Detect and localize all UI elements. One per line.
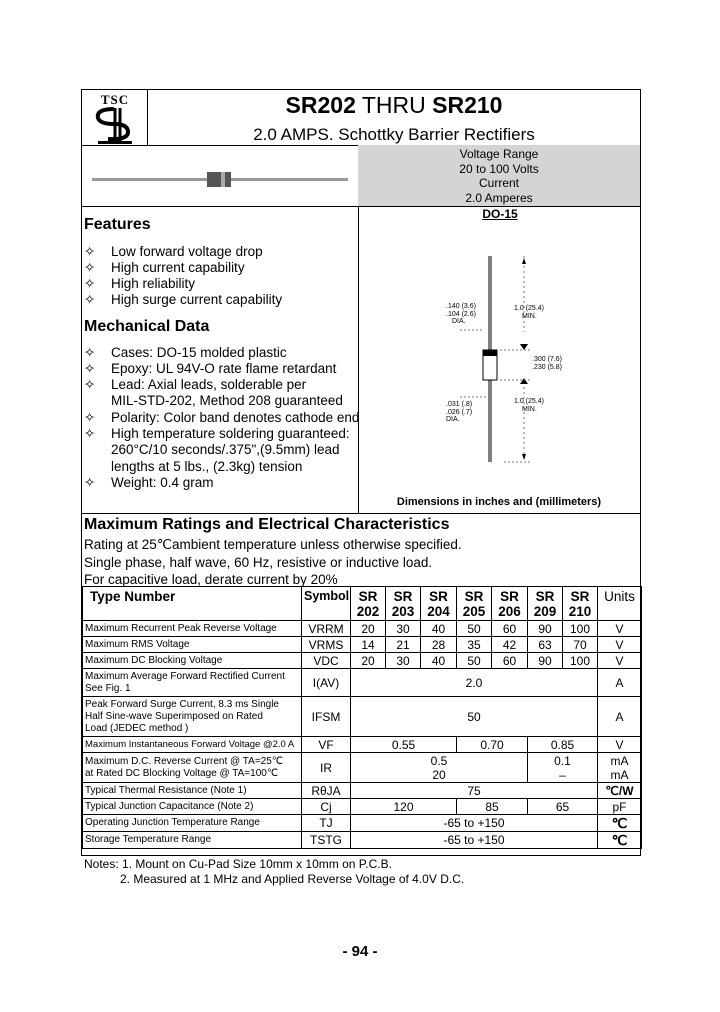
bullet-icon: ✧ — [84, 361, 96, 376]
mechanical-text: Lead: Axial leads, solderable per — [111, 377, 307, 392]
logo-text: TSC — [100, 92, 130, 107]
param-line: at Rated DC Blocking Voltage @ TA=100℃ — [85, 767, 279, 779]
note-2: 2. Measured at 1 MHz and Applied Reverse Voltage of 4.0V D.C. — [120, 872, 465, 886]
bullet-icon: ✧ — [84, 345, 96, 360]
part-number: 206 — [498, 603, 521, 619]
feature-text: High surge current capability — [111, 292, 283, 307]
cell-value: 75 — [351, 783, 598, 799]
dim-lead-length-bottom — [514, 398, 544, 414]
bullet-icon: ✧ — [84, 426, 96, 441]
table-row — [83, 815, 642, 832]
mechanical-text: MIL-STD-202, Method 208 guaranteed — [111, 393, 343, 408]
header-units: Units — [598, 587, 642, 621]
feature-item — [84, 292, 282, 308]
title-part1: SR202 — [285, 92, 356, 118]
table-row — [83, 753, 642, 783]
param-name: Maximum Instantaneous Forward Voltage @2.0 A — [83, 737, 302, 753]
feature-item — [84, 260, 245, 276]
cell-unit: pF — [598, 799, 642, 815]
part-number: 209 — [533, 603, 557, 619]
param-symbol: Cj — [302, 799, 351, 815]
mechanical-text: Weight: 0.4 gram — [111, 475, 214, 490]
bullet-icon: ✧ — [84, 475, 96, 490]
cell-value: 50 — [457, 621, 492, 637]
param-line: Peak Forward Surge Current, 8.3 ms Single — [85, 698, 279, 710]
diode-image — [90, 165, 350, 195]
table-row — [83, 669, 642, 697]
cell-value — [528, 753, 598, 783]
header-part — [351, 587, 386, 621]
table-row — [83, 799, 642, 815]
table-row — [83, 832, 642, 849]
rating-note: Rating at 25℃ambient temperature unless otherwise specified. — [84, 537, 462, 552]
bullet-icon: ✧ — [84, 410, 96, 425]
table-row — [83, 697, 642, 737]
value-line: 20 — [432, 767, 446, 782]
cell-unit: ℃ — [598, 832, 642, 849]
cell-unit: V — [598, 637, 642, 653]
table-row — [83, 637, 642, 653]
param-line: Maximum Average Forward Rectified Current — [85, 670, 285, 682]
title-part2: SR210 — [432, 92, 503, 118]
feature-text: Low forward voltage drop — [111, 244, 263, 259]
voltage-range-value: 20 to 100 Volts — [459, 161, 539, 176]
mechanical-item — [84, 361, 336, 377]
part-prefix: SR — [500, 588, 519, 604]
dim-text: .300 (7.6) — [532, 356, 562, 363]
cell-value: 100 — [563, 653, 598, 669]
note-1: Notes: 1. Mount on Cu-Pad Size 10mm x 10mm on P.C.B. — [84, 857, 392, 871]
cell-value: 60 — [492, 653, 528, 669]
current-label: Current — [478, 176, 519, 190]
package-outline-drawing — [400, 222, 570, 472]
param-name: Typical Junction Capacitance (Note 2) — [83, 799, 302, 815]
mechanical-text: 260°C/10 seconds/.375",(9.5mm) lead — [111, 442, 340, 457]
part-number: 204 — [427, 603, 450, 619]
cell-value: 28 — [421, 637, 457, 653]
cell-unit: A — [598, 669, 642, 697]
ratings-heading: Maximum Ratings and Electrical Characteristics — [84, 516, 450, 533]
cell-value: 40 — [421, 621, 457, 637]
table-row — [83, 653, 642, 669]
cell-value: 50 — [457, 653, 492, 669]
cell-value: 63 — [528, 637, 563, 653]
dim-lead-length-top — [514, 305, 544, 321]
cell-value: 42 — [492, 637, 528, 653]
part-number: 203 — [391, 603, 415, 619]
divider — [82, 206, 640, 207]
header-part — [528, 587, 563, 621]
feature-item — [84, 244, 263, 260]
header-part — [421, 587, 457, 621]
feature-text: High reliability — [111, 276, 196, 291]
cell-value: 30 — [386, 621, 421, 637]
ratings-table — [82, 586, 642, 849]
mechanical-item — [84, 377, 306, 393]
cell-value: 70 — [563, 637, 598, 653]
divider — [82, 513, 640, 514]
param-symbol: VDC — [302, 653, 351, 669]
voltage-range-label: Voltage Range — [459, 147, 539, 161]
header-type-number: Type Number — [83, 587, 302, 621]
param-symbol: VRRM — [302, 621, 351, 637]
table-row — [83, 621, 642, 637]
param-name: Operating Junction Temperature Range — [83, 815, 302, 832]
dimensions-caption: Dimensions in inches and (millimeters) — [396, 496, 602, 508]
package-name: DO-15 — [482, 207, 518, 221]
cell-value: 20 — [351, 653, 386, 669]
cell-unit — [598, 753, 642, 783]
part-number: 210 — [568, 603, 592, 619]
title-thru: THRU — [361, 92, 426, 118]
cell-unit: ℃/W — [598, 783, 642, 799]
param-symbol: I(AV) — [302, 669, 351, 697]
dim-text: .031 (.8) — [446, 401, 473, 408]
features-heading: Features — [84, 216, 151, 233]
feature-text: High current capability — [111, 260, 245, 275]
part-prefix: SR — [429, 588, 448, 604]
cell-value: 2.0 — [351, 669, 598, 697]
param-symbol: RθJA — [302, 783, 351, 799]
cell-unit: V — [598, 737, 642, 753]
header-part — [563, 587, 598, 621]
part-prefix: SR — [464, 588, 484, 604]
cell-value: 65 — [528, 799, 598, 815]
bullet-icon: ✧ — [84, 260, 96, 275]
page-subtitle: 2.0 AMPS. Schottky Barrier Rectifiers — [253, 125, 535, 144]
part-prefix: SR — [535, 588, 555, 604]
table-row — [83, 783, 642, 799]
bullet-icon: ✧ — [84, 377, 96, 392]
cell-value: 30 — [386, 653, 421, 669]
cell-value: 14 — [351, 637, 386, 653]
dim-text: .230 (5.8) — [532, 364, 562, 371]
cell-value: -65 to +150 — [351, 832, 598, 849]
bullet-icon: ✧ — [84, 292, 96, 307]
cell-value: 20 — [351, 621, 386, 637]
feature-item — [84, 276, 195, 292]
cell-value: -65 to +150 — [351, 815, 598, 832]
param-name — [83, 669, 302, 697]
mechanical-text: lengths at 5 lbs., (2.3kg) tension — [111, 459, 303, 474]
dim-text: .104 (2.6) — [446, 310, 476, 318]
cell-unit: ℃ — [598, 815, 642, 832]
part-prefix: SR — [570, 588, 590, 604]
unit-line: mA — [610, 753, 629, 768]
dim-text: 1.0 (25.4) — [514, 305, 544, 312]
param-name — [83, 697, 302, 737]
rating-note: For capacitive load, derate current by 20% — [84, 572, 338, 587]
mechanical-item — [84, 345, 287, 361]
mechanical-text: High temperature soldering guaranteed: — [111, 426, 350, 441]
param-name: Maximum DC Blocking Voltage — [83, 653, 302, 669]
cell-value: 0.85 — [528, 737, 598, 753]
cell-unit: A — [598, 697, 642, 737]
param-symbol: IR — [302, 753, 351, 783]
cell-value: 0.70 — [457, 737, 528, 753]
param-line: Maximum D.C. Reverse Current @ TA=25℃ — [85, 755, 284, 767]
part-prefix: SR — [393, 588, 413, 604]
cell-value: 50 — [351, 697, 598, 737]
cell-value: 120 — [351, 799, 457, 815]
dim-text: DIA. — [446, 416, 460, 423]
cell-value: 85 — [457, 799, 528, 815]
cell-unit: V — [598, 653, 642, 669]
dim-lead-diameter — [446, 401, 472, 424]
dim-text: .026 (.7) — [446, 408, 473, 416]
mechanical-item — [84, 475, 214, 491]
mechanical-item — [84, 410, 359, 426]
param-symbol: IFSM — [302, 697, 351, 737]
cell-value: 90 — [528, 621, 563, 637]
value-line: – — [559, 767, 566, 782]
mechanical-heading: Mechanical Data — [84, 318, 210, 335]
param-line: Load (JEDEC method ) — [85, 722, 189, 734]
table-row — [83, 737, 642, 753]
cell-value: 0.55 — [351, 737, 457, 753]
dim-text: MIN. — [522, 313, 537, 320]
param-name: Maximum Recurrent Peak Reverse Voltage — [83, 621, 302, 637]
param-symbol: TJ — [302, 815, 351, 832]
bullet-icon: ✧ — [84, 276, 96, 291]
cell-value: 90 — [528, 653, 563, 669]
header-part — [386, 587, 421, 621]
dim-body-diameter — [446, 303, 476, 326]
part-number: 202 — [356, 603, 380, 619]
param-symbol: VF — [302, 737, 351, 753]
header-part — [492, 587, 528, 621]
cell-unit: V — [598, 621, 642, 637]
dim-text: MIN. — [522, 406, 537, 413]
value-line: 0.1 — [554, 753, 571, 768]
mechanical-text: Cases: DO-15 molded plastic — [111, 345, 287, 360]
param-name: Storage Temperature Range — [83, 832, 302, 849]
dim-text: .140 (3.6) — [446, 303, 476, 310]
param-name: Typical Thermal Resistance (Note 1) — [83, 783, 302, 799]
part-number: 205 — [462, 603, 486, 619]
header-symbol: Symbol — [302, 587, 351, 621]
mechanical-text: Polarity: Color band denotes cathode end — [111, 410, 360, 425]
cell-value: 60 — [492, 621, 528, 637]
tsc-logo — [84, 92, 146, 144]
dim-body-length — [532, 356, 562, 372]
cell-value: 21 — [386, 637, 421, 653]
part-prefix: SR — [358, 588, 378, 604]
param-name: Maximum RMS Voltage — [83, 637, 302, 653]
table-header-row — [83, 587, 642, 621]
unit-line: mA — [610, 767, 629, 782]
param-symbol: VRMS — [302, 637, 351, 653]
param-line: See Fig. 1 — [85, 682, 131, 694]
param-name — [83, 753, 302, 783]
mechanical-text: Epoxy: UL 94V-O rate flame retardant — [111, 361, 337, 376]
cell-value: 100 — [563, 621, 598, 637]
cell-value: 35 — [457, 637, 492, 653]
cell-value — [351, 753, 528, 783]
header-part — [457, 587, 492, 621]
value-line: 0.5 — [430, 753, 448, 768]
dim-text: DIA. — [452, 318, 466, 325]
page-number: - 94 - — [342, 943, 378, 960]
cell-value: 40 — [421, 653, 457, 669]
current-value: 2.0 Amperes — [465, 190, 533, 205]
param-line: Half Sine-wave Superimposed on Rated — [85, 710, 263, 722]
param-symbol: TSTG — [302, 832, 351, 849]
rating-note: Single phase, half wave, 60 Hz, resistive or inductive load. — [84, 554, 433, 570]
bullet-icon: ✧ — [84, 244, 96, 259]
logo-symbol — [84, 105, 146, 145]
page-title — [148, 92, 640, 119]
dim-text: 1.0 (25.4) — [514, 398, 544, 405]
mechanical-item — [84, 426, 350, 442]
